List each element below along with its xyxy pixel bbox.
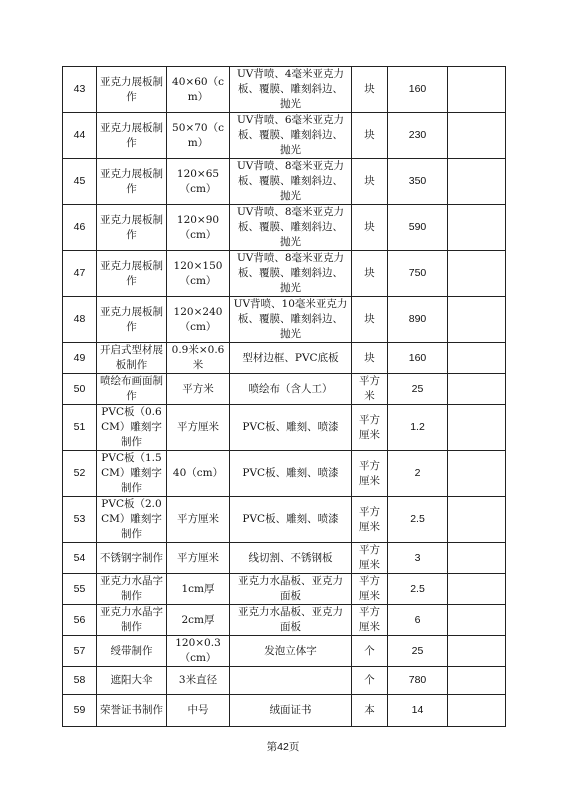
item-price: 14 [388, 695, 448, 727]
item-unit: 个 [352, 636, 388, 667]
item-unit: 块 [352, 343, 388, 374]
item-unit: 平方厘米 [352, 605, 388, 636]
item-name: 喷绘布画面制作 [97, 374, 167, 405]
table-row [63, 374, 506, 405]
price-table-body [63, 67, 506, 727]
item-material: PVC板、雕刻、喷漆 [230, 451, 352, 497]
item-note [448, 636, 506, 667]
item-name: 亚克力展板制作 [97, 67, 167, 113]
item-name: 亚克力展板制作 [97, 297, 167, 343]
item-material: PVC板、雕刻、喷漆 [230, 405, 352, 451]
item-spec: 40（cm） [167, 451, 230, 497]
item-note [448, 297, 506, 343]
table-row [63, 205, 506, 251]
item-material: 线切割、不锈钢板 [230, 543, 352, 574]
item-price: 890 [388, 297, 448, 343]
table-row [63, 574, 506, 605]
table-row [63, 451, 506, 497]
item-unit: 平方米 [352, 374, 388, 405]
item-price: 25 [388, 636, 448, 667]
item-name: PVC板（1.5CM）雕刻字制作 [97, 451, 167, 497]
row-number: 48 [63, 297, 97, 343]
item-note [448, 159, 506, 205]
table-row [63, 667, 506, 695]
item-name: 亚克力水晶字制作 [97, 605, 167, 636]
item-spec: 120×90（cm） [167, 205, 230, 251]
item-spec: 平方米 [167, 374, 230, 405]
item-unit: 平方厘米 [352, 451, 388, 497]
item-material: 型材边框、PVC底板 [230, 343, 352, 374]
item-name: 亚克力展板制作 [97, 113, 167, 159]
item-note [448, 543, 506, 574]
item-material: UV背喷、4毫米亚克力板、覆膜、雕刻斜边、抛光 [230, 67, 352, 113]
item-note [448, 451, 506, 497]
item-material: 发泡立体字 [230, 636, 352, 667]
item-spec: 120×0.3（cm） [167, 636, 230, 667]
item-name: 亚克力展板制作 [97, 251, 167, 297]
row-number: 51 [63, 405, 97, 451]
item-unit: 本 [352, 695, 388, 727]
item-material: UV背喷、10毫米亚克力板、覆膜、雕刻斜边、抛光 [230, 297, 352, 343]
item-price: 25 [388, 374, 448, 405]
row-number: 56 [63, 605, 97, 636]
item-name: 遮阳大伞 [97, 667, 167, 695]
item-unit: 块 [352, 297, 388, 343]
item-spec: 50×70（cm） [167, 113, 230, 159]
item-note [448, 405, 506, 451]
item-material [230, 667, 352, 695]
item-note [448, 113, 506, 159]
item-price: 590 [388, 205, 448, 251]
item-name: 亚克力展板制作 [97, 205, 167, 251]
row-number: 50 [63, 374, 97, 405]
item-note [448, 374, 506, 405]
row-number: 58 [63, 667, 97, 695]
row-number: 59 [63, 695, 97, 727]
item-spec: 2cm厚 [167, 605, 230, 636]
item-spec: 平方厘米 [167, 543, 230, 574]
item-unit: 块 [352, 113, 388, 159]
item-name: 不锈钢字制作 [97, 543, 167, 574]
item-price: 780 [388, 667, 448, 695]
page-number: 第42页 [266, 741, 300, 753]
item-price: 3 [388, 543, 448, 574]
item-spec: 平方厘米 [167, 497, 230, 543]
row-number: 45 [63, 159, 97, 205]
item-material: 绒面证书 [230, 695, 352, 727]
price-table [62, 66, 506, 727]
item-material: 亚克力水晶板、亚克力面板 [230, 574, 352, 605]
item-spec: 3米直径 [167, 667, 230, 695]
item-price: 2.5 [388, 497, 448, 543]
item-price: 160 [388, 343, 448, 374]
item-note [448, 343, 506, 374]
item-note [448, 67, 506, 113]
item-spec: 1cm厚 [167, 574, 230, 605]
item-price: 2.5 [388, 574, 448, 605]
table-row [63, 405, 506, 451]
item-name: PVC板（0.6CM）雕刻字制作 [97, 405, 167, 451]
item-material: PVC板、雕刻、喷漆 [230, 497, 352, 543]
item-name: PVC板（2.0CM）雕刻字制作 [97, 497, 167, 543]
item-name: 荣誉证书制作 [97, 695, 167, 727]
item-unit: 块 [352, 205, 388, 251]
item-price: 350 [388, 159, 448, 205]
table-row [63, 67, 506, 113]
item-unit: 平方厘米 [352, 543, 388, 574]
row-number: 43 [63, 67, 97, 113]
table-row [63, 251, 506, 297]
item-price: 6 [388, 605, 448, 636]
table-row [63, 159, 506, 205]
row-number: 49 [63, 343, 97, 374]
row-number: 54 [63, 543, 97, 574]
item-spec: 120×150（cm） [167, 251, 230, 297]
item-price: 1.2 [388, 405, 448, 451]
row-number: 46 [63, 205, 97, 251]
row-number: 52 [63, 451, 97, 497]
item-spec: 120×240（cm） [167, 297, 230, 343]
item-unit: 块 [352, 251, 388, 297]
item-material: UV背喷、8毫米亚克力板、覆膜、雕刻斜边、抛光 [230, 205, 352, 251]
item-unit: 块 [352, 159, 388, 205]
item-unit: 块 [352, 67, 388, 113]
table-row [63, 497, 506, 543]
row-number: 53 [63, 497, 97, 543]
table-row [63, 343, 506, 374]
row-number: 47 [63, 251, 97, 297]
item-spec: 中号 [167, 695, 230, 727]
item-material: UV背喷、8毫米亚克力板、覆膜、雕刻斜边、抛光 [230, 159, 352, 205]
item-material: UV背喷、8毫米亚克力板、覆膜、雕刻斜边、抛光 [230, 251, 352, 297]
item-spec: 平方厘米 [167, 405, 230, 451]
item-material: 喷绘布（含人工） [230, 374, 352, 405]
item-price: 2 [388, 451, 448, 497]
item-price: 230 [388, 113, 448, 159]
item-unit: 平方厘米 [352, 574, 388, 605]
item-note [448, 605, 506, 636]
item-name: 亚克力展板制作 [97, 159, 167, 205]
row-number: 44 [63, 113, 97, 159]
item-unit: 平方厘米 [352, 497, 388, 543]
item-price: 160 [388, 67, 448, 113]
item-note [448, 251, 506, 297]
table-row [63, 605, 506, 636]
item-spec: 120×65（cm） [167, 159, 230, 205]
table-row [63, 297, 506, 343]
item-note [448, 497, 506, 543]
item-spec: 0.9米×0.6米 [167, 343, 230, 374]
item-note [448, 574, 506, 605]
item-name: 亚克力水晶字制作 [97, 574, 167, 605]
item-name: 开启式型材展板制作 [97, 343, 167, 374]
item-spec: 40×60（cm） [167, 67, 230, 113]
table-row [63, 636, 506, 667]
table-row [63, 695, 506, 727]
table-row [63, 113, 506, 159]
item-material: 亚克力水晶板、亚克力面板 [230, 605, 352, 636]
row-number: 57 [63, 636, 97, 667]
item-note [448, 695, 506, 727]
item-note [448, 205, 506, 251]
item-name: 绶带制作 [97, 636, 167, 667]
table-row [63, 543, 506, 574]
row-number: 55 [63, 574, 97, 605]
item-unit: 个 [352, 667, 388, 695]
item-unit: 平方厘米 [352, 405, 388, 451]
item-note [448, 667, 506, 695]
item-price: 750 [388, 251, 448, 297]
item-material: UV背喷、6毫米亚克力板、覆膜、雕刻斜边、抛光 [230, 113, 352, 159]
